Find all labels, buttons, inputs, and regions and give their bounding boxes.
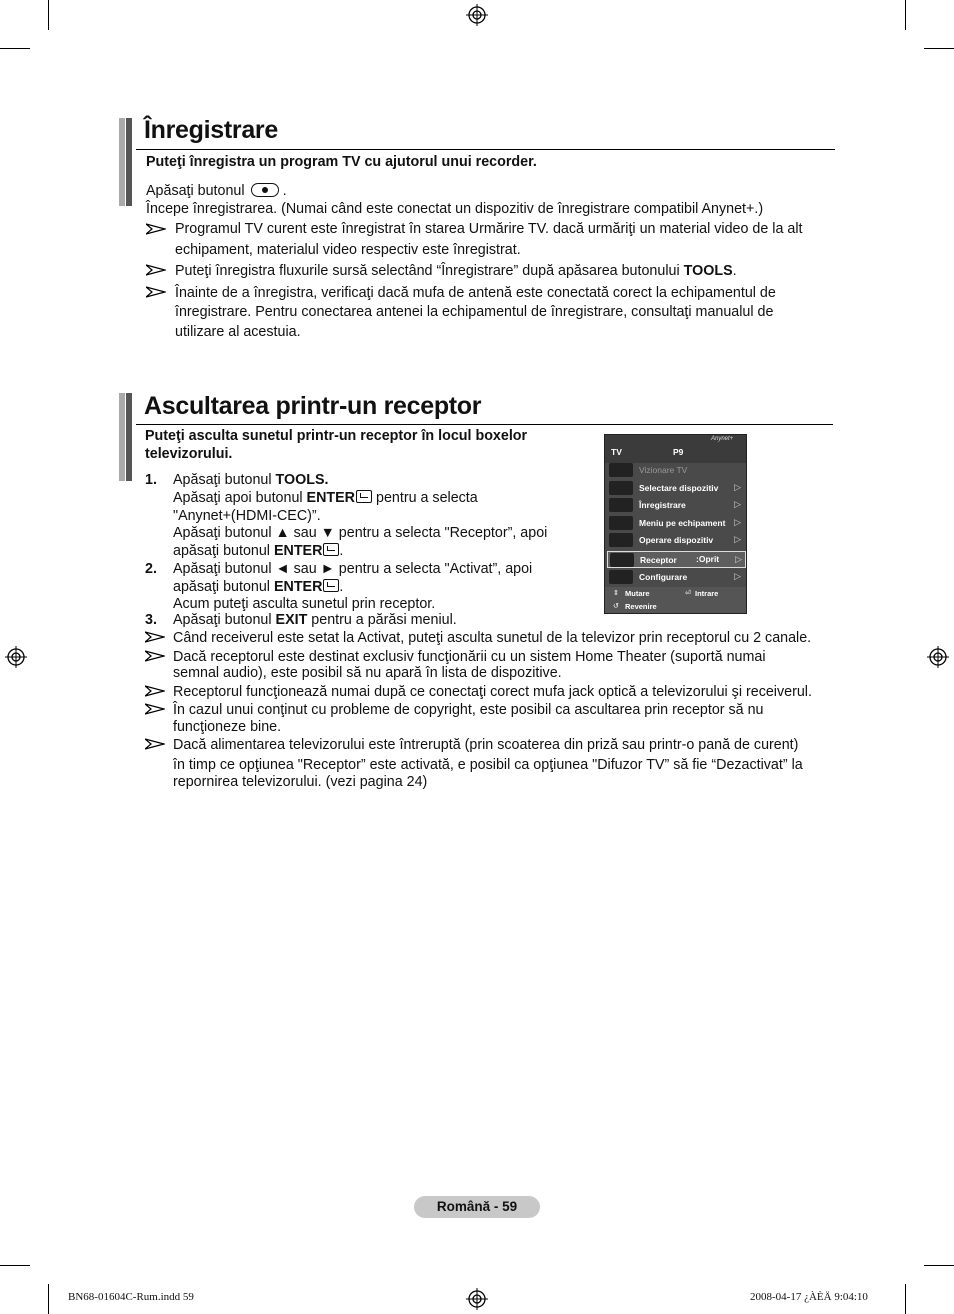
note-text-part: Puteţi înregistra fluxurile sursă selectând “Înregistrare” după apăsarea butonului <box>175 263 680 279</box>
section-intro: televizorului. <box>145 446 233 462</box>
menu-item <box>607 497 744 513</box>
step-line <box>173 471 329 489</box>
arrow-right-icon: ▷ <box>734 499 741 509</box>
menu-item <box>607 569 744 585</box>
step-text: apăsaţi butonul <box>173 543 274 559</box>
section-intro: Puteţi asculta sunetul printr-un receptor în locul boxelor <box>145 428 528 444</box>
menu-source: TV <box>611 447 622 457</box>
setup-gear-icon <box>609 570 633 584</box>
tv-icon <box>609 463 633 477</box>
section-title: Ascultarea printr-un receptor <box>144 392 482 420</box>
step-line <box>173 489 478 507</box>
menu-item-label: Înregistrare <box>639 500 686 510</box>
crop-mark <box>48 1284 49 1314</box>
step-text: pentru a selecta <box>372 490 478 506</box>
registration-mark-icon <box>466 1288 488 1310</box>
step-line <box>173 578 343 596</box>
return-icon: ↺ <box>613 603 619 610</box>
step-text: . <box>339 543 344 559</box>
note-text: în timp ce opţiunea "Receptor” este activată, e posibil ca opţiunea "Difuzor TV” să fie “Dezactivat” la <box>173 757 803 773</box>
note-text: utilizare al acestuia. <box>175 324 301 340</box>
tools-keyword: TOOLS. <box>275 472 329 488</box>
note-text: Înainte de a înregistra, verificaţi dacă mufa de antenă este conectată corect la echipamentul de <box>175 285 776 301</box>
menu-item-selected <box>607 551 746 568</box>
step-text: . <box>339 579 344 595</box>
step-text: Apăsaţi butonul <box>146 183 245 199</box>
anynet-logo: Anynet+ <box>711 436 734 442</box>
note-text-end: . <box>732 263 737 279</box>
receiver-value: :Oprit <box>696 554 720 564</box>
note-text: repornirea televizorului. (vezi pagina 24) <box>173 774 428 790</box>
menu-footer <box>605 587 746 613</box>
note-text <box>175 262 737 280</box>
step-number: 3. <box>145 612 157 628</box>
footer-file-info: BN68-01604C-Rum.indd 59 <box>68 1291 194 1303</box>
note-text: semnal audio), este posibil să nu apară în lista de dispozitive. <box>173 665 562 681</box>
note-text: Programul TV curent este înregistrat în starea Urmărire TV. dacă urmăriţi un material video de la alt <box>175 221 803 237</box>
crop-mark <box>0 48 30 49</box>
menu-item <box>607 480 744 496</box>
device-select-icon <box>609 481 633 495</box>
footer-timestamp: 2008-04-17 ¿ÀÈÄ 9:04:10 <box>750 1291 868 1303</box>
title-rule <box>136 424 833 425</box>
note-arrow-icon <box>146 264 166 276</box>
note-text: echipament, materialul video respectiv este înregistrat. <box>175 242 521 258</box>
crop-mark <box>905 0 906 30</box>
registration-mark-icon <box>5 646 27 668</box>
note-arrow-icon <box>146 286 166 298</box>
registration-mark-icon <box>927 646 949 668</box>
menu-item-label: Configurare <box>639 572 688 582</box>
step-line: Apăsaţi butonul ◄ sau ► pentru a selecta "Activat”, apoi <box>173 561 533 577</box>
step-number: 1. <box>145 472 157 488</box>
note-arrow-icon <box>145 703 165 715</box>
enter-keyword: ENTER <box>273 543 323 559</box>
step-line <box>173 611 457 629</box>
note-arrow-icon <box>145 631 165 643</box>
record-info: Începe înregistrarea. (Numai când este conectat un dispozitiv de înregistrare compatibil Anynet+.) <box>146 201 764 217</box>
section-bar <box>119 393 132 481</box>
note-text: înregistrare. Pentru conectarea antenei la echipamentul de înregistrare, consultaţi manualul de <box>175 304 774 320</box>
footer-enter: Intrare <box>695 589 719 598</box>
tools-keyword: TOOLS <box>683 263 733 279</box>
menu-item <box>607 462 744 478</box>
footer-return: Revenire <box>625 602 657 611</box>
note-text: Receptorul funcţionează numai după ce conectaţi corect mufa jack optică a televizorului şi receiverul. <box>173 684 812 700</box>
section-bar <box>119 118 132 206</box>
note-arrow-icon <box>145 738 165 750</box>
note-text: În cazul unui conţinut cu probleme de copyright, este posibil ca ascultarea prin receptor să nu <box>173 702 764 718</box>
page-number-badge: Română - 59 <box>414 1196 540 1218</box>
tv-menu-screenshot <box>604 434 747 614</box>
device-operation-icon <box>609 533 633 547</box>
record-icon <box>609 498 633 512</box>
footer-move: Mutare <box>625 589 650 598</box>
menu-channel: P9 <box>673 447 684 457</box>
crop-mark <box>0 1265 30 1266</box>
menu-header <box>605 435 746 463</box>
enter-small-icon: ⏎ <box>685 590 691 597</box>
step-text: pentru a părăsi meniul. <box>307 612 457 628</box>
menu-item-label: Meniu pe echipament <box>639 518 726 528</box>
arrow-right-icon: ▷ <box>734 534 741 544</box>
section-intro: Puteţi înregistra un program TV cu ajutorul unui recorder. <box>146 154 537 170</box>
step-line: Acum puteţi asculta sunetul prin receptor. <box>173 596 436 612</box>
crop-mark <box>905 1284 906 1314</box>
menu-item-label: Vizionare TV <box>639 465 688 475</box>
crop-mark <box>48 0 49 30</box>
step-text: apăsaţi butonul <box>173 579 274 595</box>
note-text: Dacă alimentarea televizorului este întreruptă (prin scoaterea din priză sau printr-o pană de curent) <box>173 737 799 753</box>
title-rule <box>136 149 835 150</box>
device-menu-icon <box>609 516 633 530</box>
arrow-right-icon: ▷ <box>735 554 742 564</box>
enter-keyword: ENTER <box>273 579 323 595</box>
arrow-right-icon: ▷ <box>734 482 741 492</box>
note-text: funcţioneze bine. <box>173 719 282 735</box>
enter-icon <box>356 490 372 503</box>
enter-keyword: ENTER <box>306 490 356 506</box>
crop-mark <box>924 1265 954 1266</box>
enter-icon <box>323 579 339 592</box>
menu-item-label: Selectare dispozitiv <box>639 483 719 493</box>
step-text: Apăsaţi butonul <box>173 472 276 488</box>
registration-mark-icon <box>466 4 488 26</box>
crop-mark <box>924 48 954 49</box>
exit-keyword: EXIT <box>275 612 308 628</box>
note-arrow-icon <box>145 685 165 697</box>
record-button-icon <box>251 183 279 197</box>
arrow-right-icon: ▷ <box>734 571 741 581</box>
step-number: 2. <box>145 561 157 577</box>
menu-item-label: Operare dispozitiv <box>639 535 714 545</box>
step-text: Apăsaţi butonul <box>173 612 276 628</box>
step-text-end: . <box>282 183 287 199</box>
step-line: Apăsaţi butonul ▲ sau ▼ pentru a selecta "Receptor”, apoi <box>173 525 548 541</box>
step-text: Apăsaţi apoi butonul <box>173 490 307 506</box>
section-title: Înregistrare <box>144 116 278 144</box>
arrow-right-icon: ▷ <box>734 517 741 527</box>
step-line <box>173 542 343 560</box>
enter-icon <box>323 543 339 556</box>
menu-item <box>607 515 744 531</box>
step-line: "Anynet+(HDMI-CEC)”. <box>173 508 321 524</box>
note-text: Când receiverul este setat la Activat, puteţi asculta sunetul de la televizor prin receptorul cu 2 canale. <box>173 630 812 646</box>
receiver-icon <box>610 553 634 567</box>
note-arrow-icon <box>146 223 166 235</box>
record-step <box>146 182 287 200</box>
note-text: Dacă receptorul este destinat exclusiv funcţionării cu un sistem Home Theater (suportă numai <box>173 649 766 665</box>
menu-item-label: Receptor <box>640 555 677 565</box>
menu-item <box>607 532 744 548</box>
move-icon: ⇕ <box>613 590 619 597</box>
note-arrow-icon <box>145 650 165 662</box>
